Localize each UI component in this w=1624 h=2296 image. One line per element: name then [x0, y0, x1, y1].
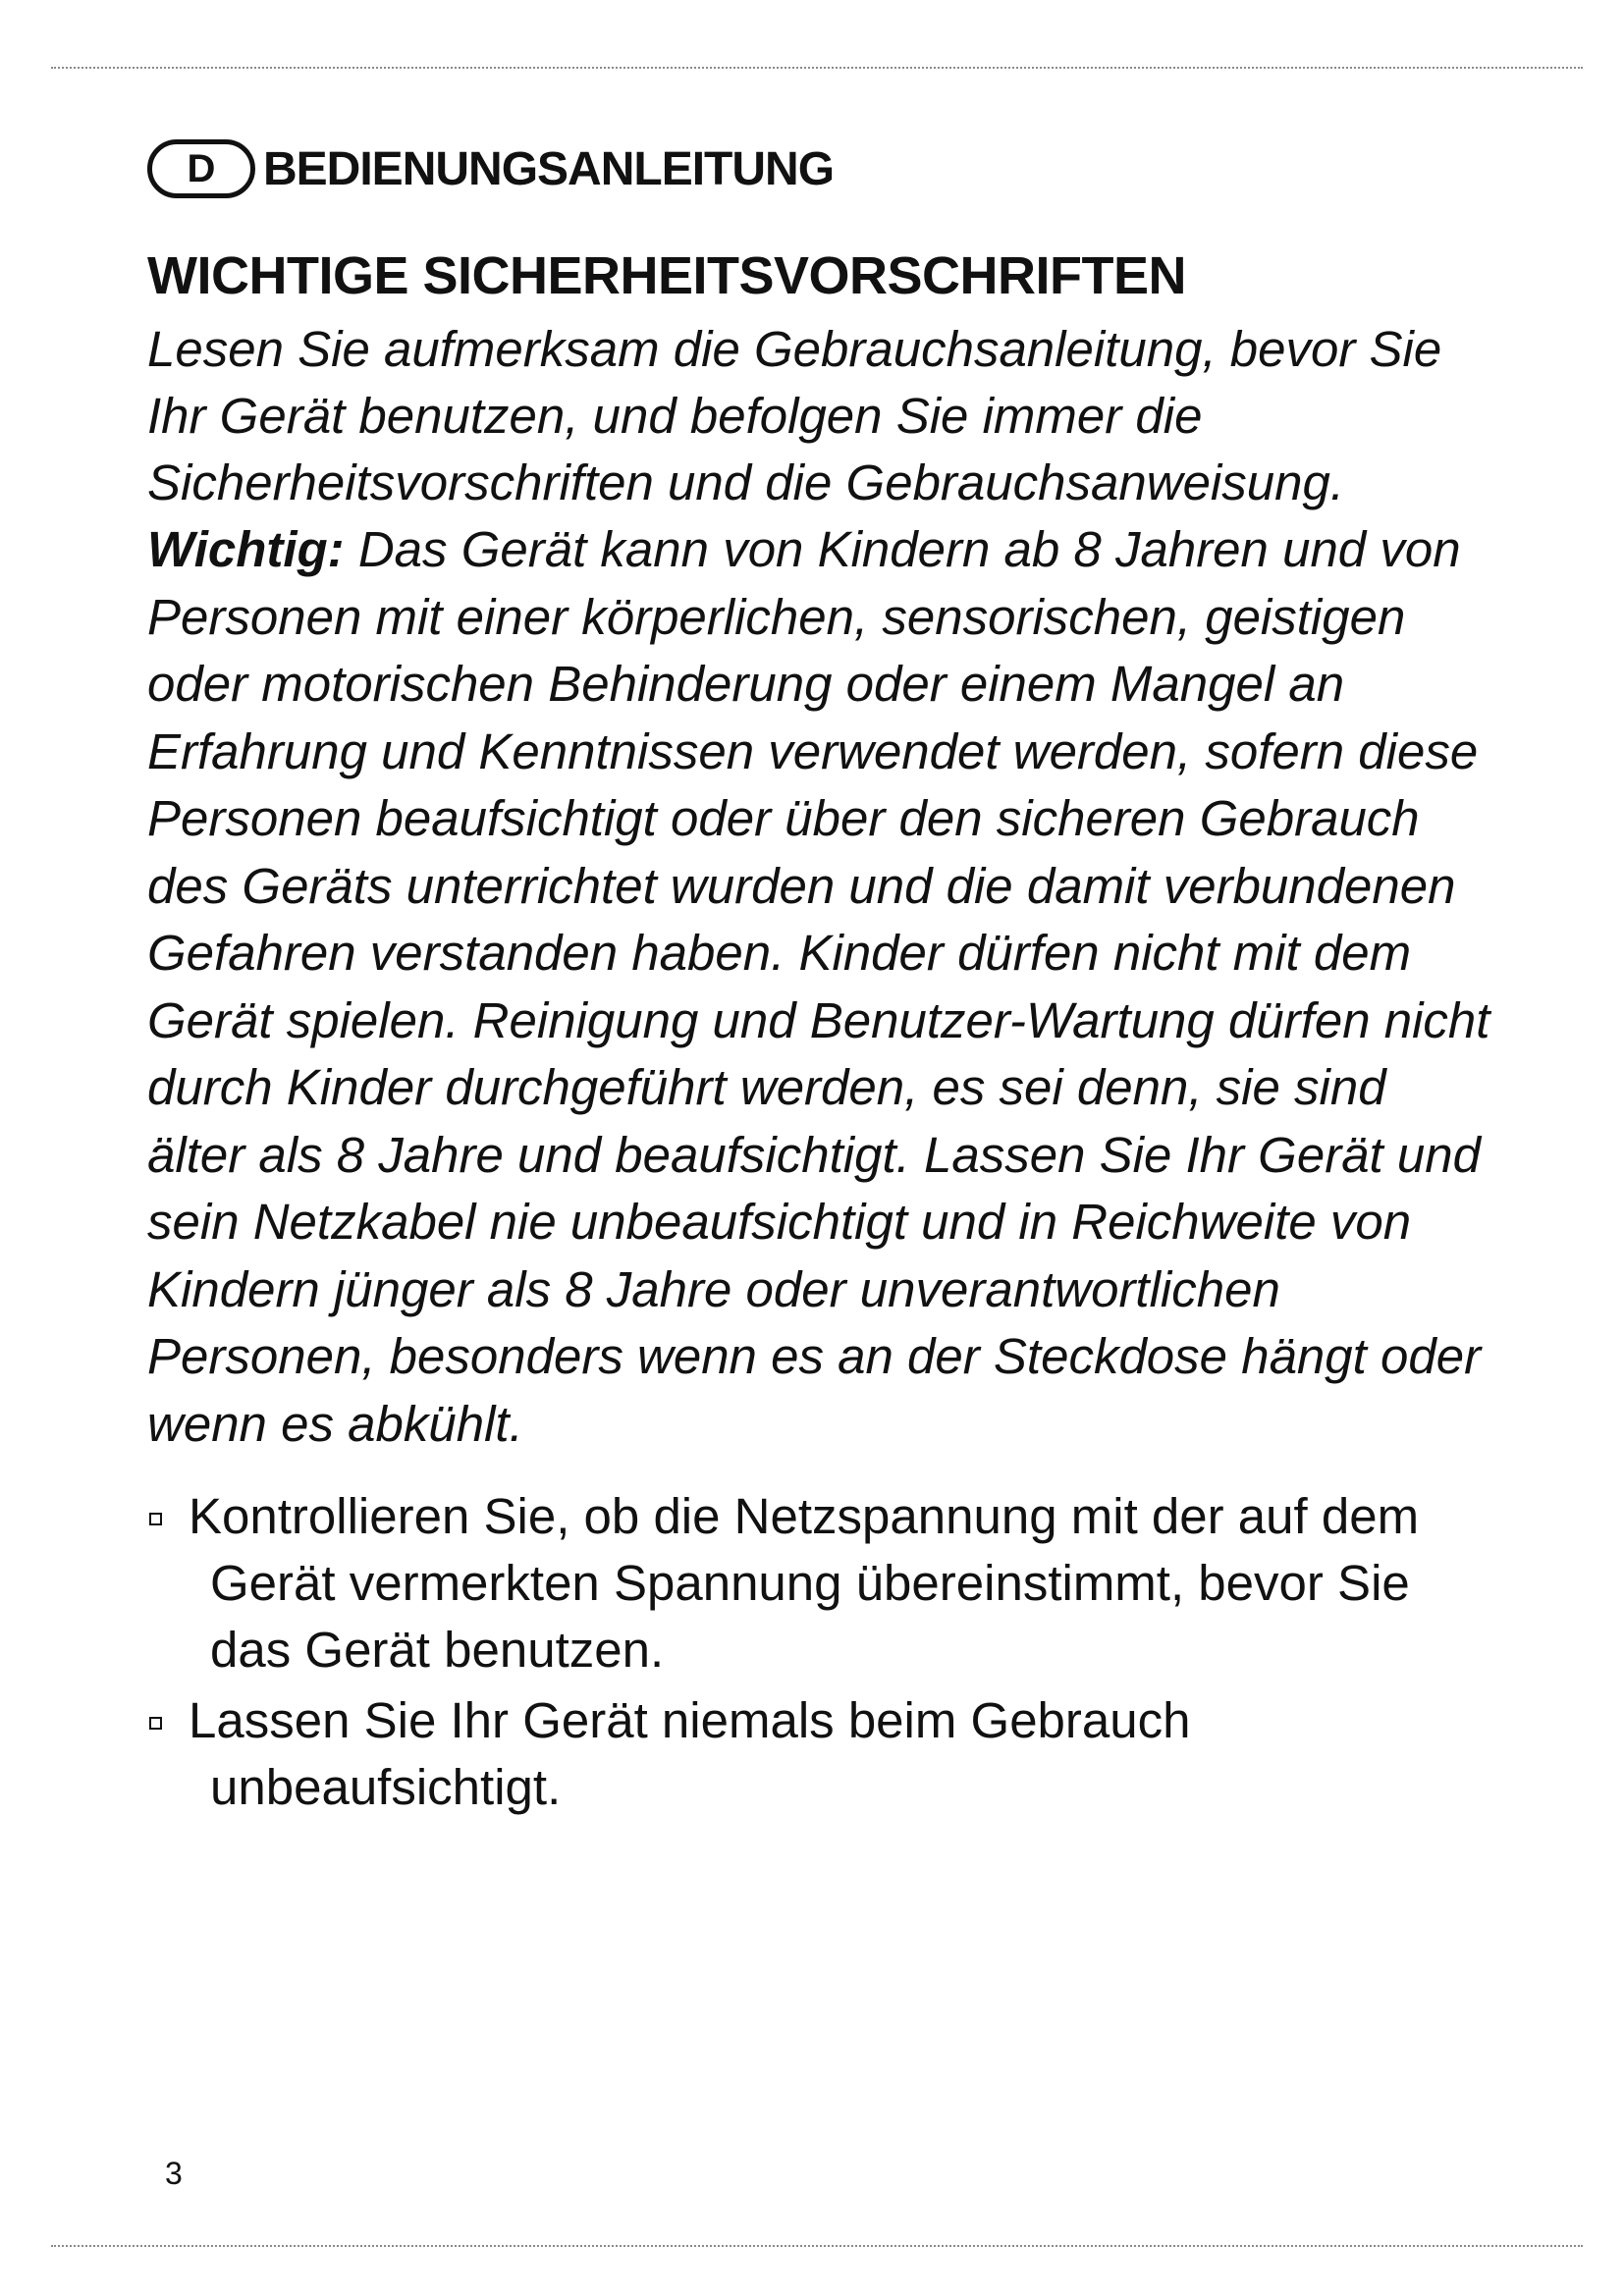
list-item: [147, 1483, 1492, 1683]
language-badge: [147, 139, 255, 198]
safety-section: [147, 243, 1492, 1825]
bottom-dotted-divider: [51, 2245, 1583, 2247]
language-code: D: [187, 146, 216, 190]
important-paragraph: [147, 516, 1492, 1458]
page-number: 3: [165, 2156, 183, 2191]
top-dotted-divider: [51, 67, 1583, 69]
bullet-text: Lassen Sie Ihr Gerät niemals beim Gebrauch unbeaufsichtigt.: [189, 1692, 1191, 1815]
square-bullet-icon: [149, 1513, 162, 1525]
intro-paragraph: Lesen Sie aufmerksam die Gebrauchsanleitung, bevor Sie Ihr Gerät benutzen, und befolgen Sie immer die Sicherheitsvorschriften und die Gebrauchsanweisung.: [147, 321, 1442, 510]
important-text: Das Gerät kann von Kindern ab 8 Jahren und von Personen mit einer körperlichen, sensorischen, geistigen oder motorischen Behinderung oder einem Mangel an Erfahrung und Kenntnissen verwendet werden, sofern diese Personen beaufsichtigt oder über den sicheren Gebrauch des Geräts unterrichtet wurden und die damit verbundenen Gefahren verstanden haben. Kinder dürfen nicht mit dem Gerät spielen. Reinigung und Benutzer-Wartung dürfen nicht durch Kinder durchgeführt werden, es sei denn, sie sind älter als 8 Jahre und beaufsichtigt. Lassen Sie Ihr Gerät und sein Netzkabel nie unbeaufsichtigt und in Reichweite von Kindern jünger als 8 Jahre oder unverantwortlichen Personen, besonders wenn es an der Steckdose hängt oder wenn es abkühlt.: [147, 521, 1490, 1452]
important-label: Wichtig:: [147, 521, 345, 577]
list-item: [147, 1687, 1492, 1821]
section-title: WICHTIGE SICHERHEITSVORSCHRIFTEN: [147, 246, 1187, 305]
manual-header: [147, 137, 834, 200]
square-bullet-icon: [149, 1717, 162, 1730]
bullet-text: Kontrollieren Sie, ob die Netzspannung mit der auf dem Gerät vermerkten Spannung übereinstimmt, bevor Sie das Gerät benutzen.: [189, 1488, 1420, 1678]
safety-bullet-list: [147, 1483, 1492, 1821]
manual-title: BEDIENUNGSANLEITUNG: [263, 142, 835, 195]
